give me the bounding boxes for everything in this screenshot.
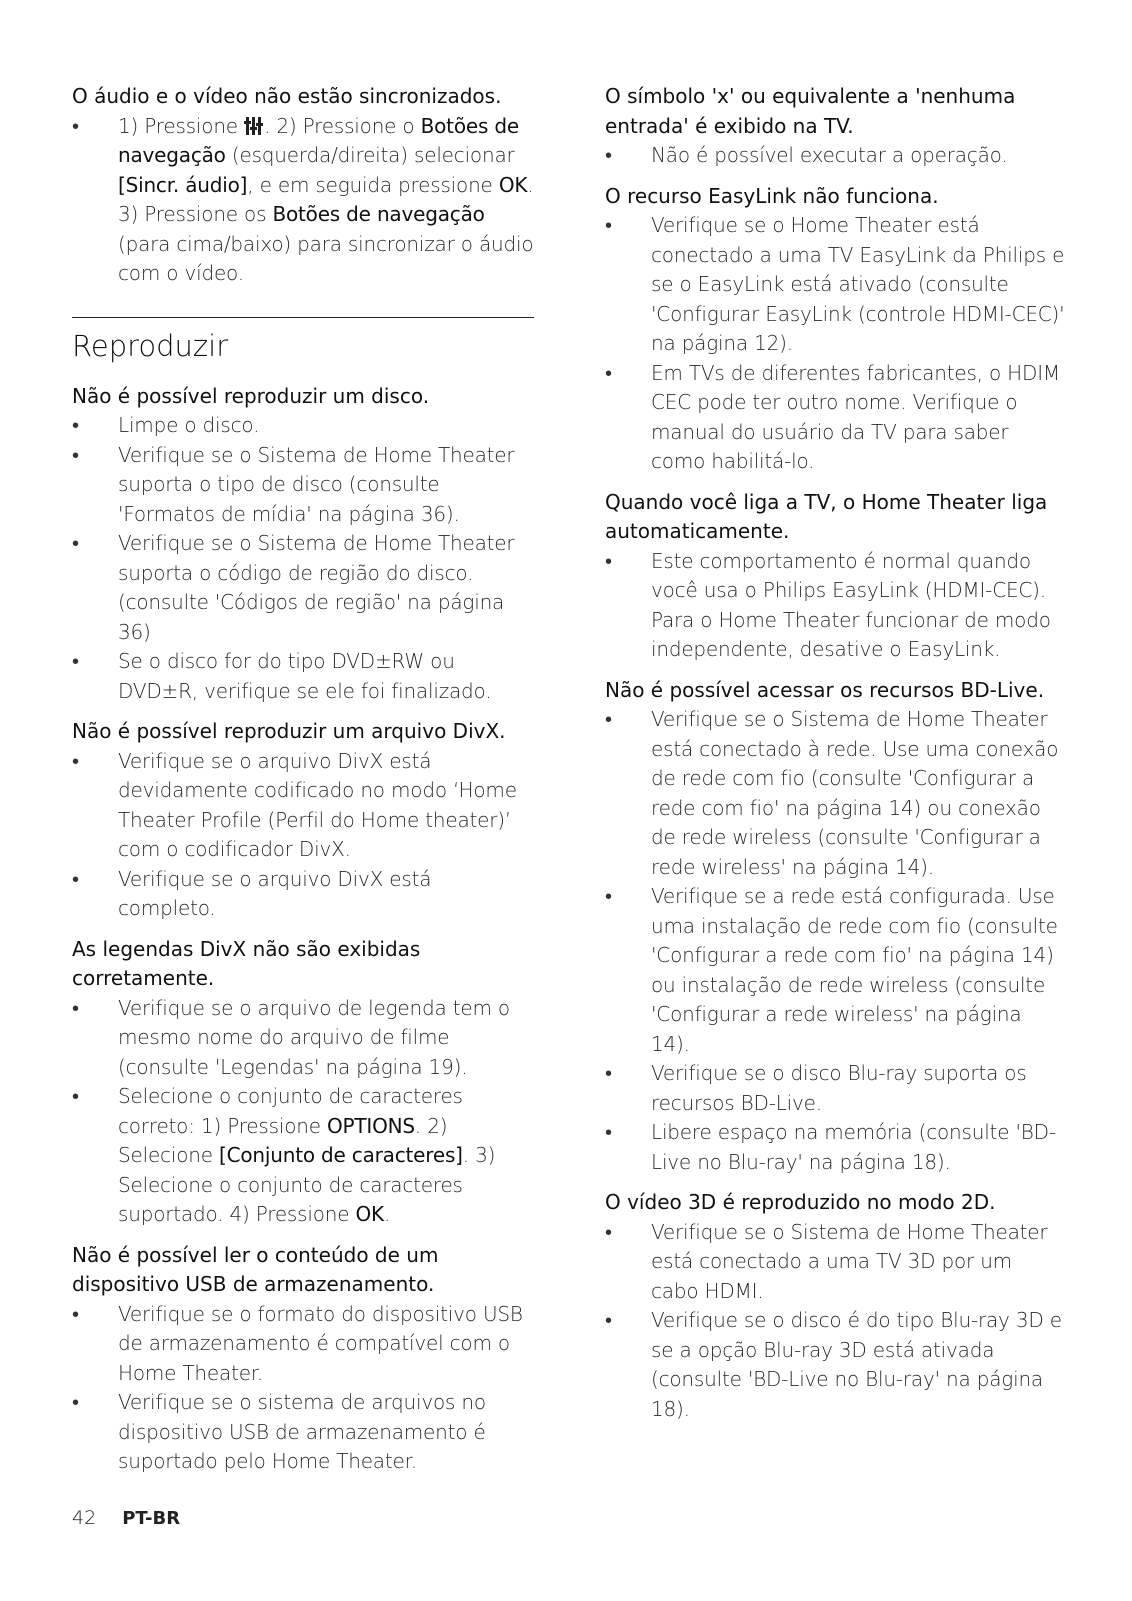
list-item: • Verifique se o Sistema de Home Theater suporta o tipo de disco (consulte 'Formatos de mídia' na página 36). <box>72 442 515 526</box>
right-column <box>605 82 1065 1435</box>
list-item: • Verifique se o arquivo de legenda tem o mesmo nome do arquivo de filme (consulte 'Legendas' na página 19). <box>72 995 510 1079</box>
section-title: Reproduzir <box>72 328 229 363</box>
list-item: • Libere espaço na memória (consulte 'BD-Live no Blu-ray' na página 18). <box>605 1120 1056 1174</box>
key-label: OK <box>355 1202 384 1226</box>
no-entry-bullets <box>605 141 1065 171</box>
bullet-marker: • <box>72 1390 79 1414</box>
bullet-marker: • <box>72 413 79 437</box>
bdlive-bullets <box>605 705 1065 1177</box>
subtitles-heading: As legendas DivX não são exibidas corretamente. <box>72 936 421 990</box>
divx-bullets <box>72 747 534 924</box>
list-item: • Este comportamento é normal quando você usa o Philips EasyLink (HDMI-CEC). Para o Home Theater funcionar de modo independente, desative o EasyLink. <box>605 548 1051 661</box>
bullet-marker: • <box>72 748 79 773</box>
key-label: Botões de navegação <box>118 113 519 167</box>
no-entry-heading: O símbolo 'x' ou equivalente a 'nenhuma entrada' é exibido na TV. <box>605 84 1016 138</box>
list-item: • Verifique se o Sistema de Home Theater está conectado a uma TV 3D por um cabo HDMI. <box>605 1219 1048 1303</box>
video3d-heading: O vídeo 3D é reproduzido no modo 2D. <box>605 1190 996 1214</box>
section-divider <box>72 317 534 318</box>
bullet-marker: • <box>72 649 79 673</box>
list-item: • Em TVs de diferentes fabricantes, o HDIM CEC pode ter outro nome. Verifique o manual do usuário da TV para saber como habilitá-lo. <box>605 360 1060 473</box>
easylink-heading: O recurso EasyLink não funciona. <box>605 183 939 208</box>
bullet-marker: • <box>605 1120 612 1144</box>
list-item: • Verifique se o arquivo DivX está completo. <box>72 866 432 920</box>
video3d-item <box>605 1188 1065 1424</box>
bullet-marker: • <box>72 113 79 138</box>
language-code: PT-BR <box>122 1508 181 1529</box>
key-label: Botões de navegação <box>272 202 485 226</box>
usb-bullets <box>72 1300 534 1477</box>
list-item: • Verifique se o Home Theater está conectado a uma TV EasyLink da Philips e se o EasyLink está ativado (consulte 'Configurar EasyLink (controle HDMI-CEC)' na página 12). <box>605 213 1065 355</box>
auto-on-heading: Quando você liga a TV, o Home Theater liga automaticamente. <box>605 489 1048 543</box>
bullet-marker: • <box>605 884 612 908</box>
bullet-marker: • <box>605 1308 612 1332</box>
list-item: • 1) Pressione . 2) Pressione o Botões de navegação (esquerda/direita) selecionar [Sincr. áudio], e em seguida pressione OK. 3) Pressione os Botões de navegação (para cima/baixo) para sincronizar o áudio com o vídeo. <box>72 113 534 285</box>
menu-option-label: [Sincr. áudio] <box>118 172 248 197</box>
list-item: • Não é possível executar a operação. <box>605 141 1065 171</box>
usb-item <box>72 1241 534 1477</box>
usb-heading: Não é possível ler o conteúdo de um dispositivo USB de armazenamento. <box>72 1242 439 1296</box>
list-item: • Verifique se a rede está configurada. Use uma instalação de rede com fio (consulte 'Configurar a rede com fio' na página 14) ou instalação de rede wireless (consulte 'Configurar a rede wireless' na página 14). <box>605 884 1058 1056</box>
subtitles-item <box>72 935 534 1230</box>
bullet-marker: • <box>72 531 79 555</box>
list-item: • Verifique se o disco é do tipo Blu-ray 3D e se a opção Blu-ray 3D está ativada (consulte 'BD-Live no Blu-ray' na página 18). <box>605 1308 1062 1421</box>
divx-heading: Não é possível reproduzir um arquivo DivX. <box>72 719 506 743</box>
bdlive-item <box>605 676 1065 1178</box>
page-number: 42 <box>72 1507 97 1529</box>
list-item: • Verifique se o arquivo DivX está devidamente codificado no modo ‘Home Theater Profile (Perfil do Home theater)’ com o codificador DivX. <box>72 748 517 861</box>
left-column <box>72 82 534 1488</box>
bullet-marker: • <box>605 143 612 167</box>
disc-item <box>72 382 534 707</box>
bullet-marker: • <box>72 1301 79 1326</box>
bullet-marker: • <box>605 360 612 385</box>
list-item: • Verifique se o Sistema de Home Theater está conectado à rede. Use uma conexão de rede com fio (consulte 'Configurar a rede com fio' na página 14) ou conexão de rede wireless (consulte 'Configurar a rede wireless' na página 14). <box>605 707 1059 879</box>
list-item: • Verifique se o formato do dispositivo USB de armazenamento é compatível com o Home Theater. <box>72 1301 523 1385</box>
bdlive-heading: Não é possível acessar os recursos BD-Live. <box>605 677 1045 702</box>
bullet-marker: • <box>605 213 612 237</box>
easylink-bullets <box>605 211 1065 477</box>
bullet-marker: • <box>605 548 612 573</box>
list-item: • Verifique se o Sistema de Home Theater suporta o código de região do disco. (consulte 'Códigos de região' na página 36) <box>72 531 515 644</box>
audio-sync-bullets <box>72 112 534 289</box>
subtitles-bullets <box>72 994 534 1230</box>
auto-on-bullets <box>605 547 1065 665</box>
bullet-marker: • <box>72 442 79 467</box>
auto-on-item <box>605 488 1065 665</box>
bullet-marker: • <box>605 1219 612 1244</box>
bullet-marker: • <box>605 707 612 731</box>
list-item: • Se o disco for do tipo DVD±RW ou DVD±R, verifique se ele foi finalizado. <box>72 649 492 703</box>
video3d-bullets <box>605 1218 1065 1425</box>
disc-heading: Não é possível reproduzir um disco. <box>72 383 430 408</box>
divx-item <box>72 717 534 924</box>
bullet-marker: • <box>72 1084 79 1108</box>
audio-sync-item <box>72 82 534 289</box>
key-label: OK <box>498 172 528 197</box>
list-item: • Verifique se o disco Blu-ray suporta os recursos BD-Live. <box>605 1061 1027 1115</box>
audio-sync-heading: O áudio e o vídeo não estão sincronizados. <box>72 84 502 108</box>
bullet-marker: • <box>72 866 79 891</box>
no-entry-item <box>605 82 1065 171</box>
menu-option-label: [Conjunto de caracteres] <box>219 1143 463 1167</box>
easylink-item <box>605 182 1065 477</box>
list-item: • Selecione o conjunto de caracteres correto: 1) Pressione OPTIONS. 2) Selecione [Conjunto de caracteres]. 3) Selecione o conjunto de caracteres suportado. 4) Pressione OK. <box>72 1084 496 1226</box>
key-label: OPTIONS <box>326 1113 415 1138</box>
list-item: • Verifique se o sistema de arquivos no dispositivo USB de armazenamento é suportado pelo Home Theater. <box>72 1390 486 1473</box>
disc-bullets <box>72 411 534 706</box>
audio-settings-icon <box>244 117 264 135</box>
bullet-marker: • <box>605 1061 612 1085</box>
bullet-marker: • <box>72 995 79 1020</box>
page-footer <box>72 1507 180 1529</box>
list-item: • Limpe o disco. <box>72 411 534 441</box>
